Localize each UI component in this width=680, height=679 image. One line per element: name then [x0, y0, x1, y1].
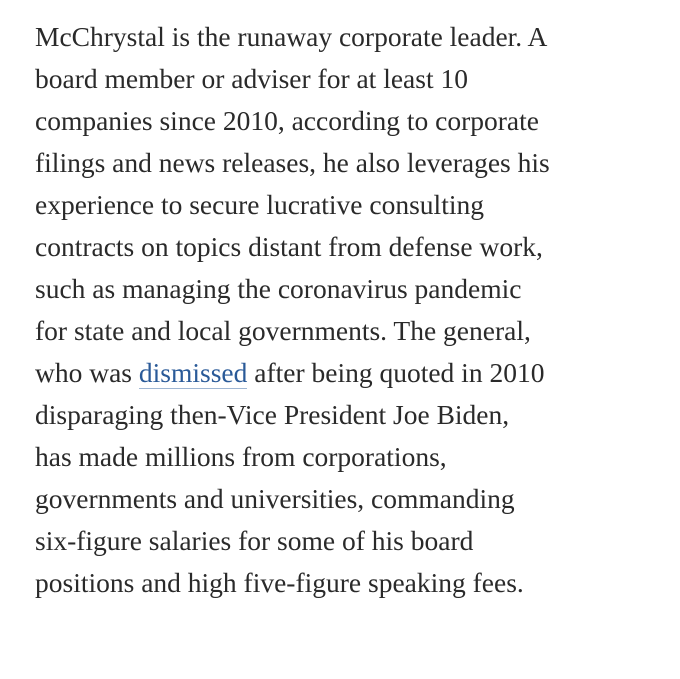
paragraph-line: has made millions from corporations, [35, 441, 447, 472]
line-text-before-link: who was [35, 357, 139, 388]
paragraph-line: companies since 2010, according to corporate [35, 105, 539, 136]
dismissed-link[interactable]: dismissed [138, 357, 248, 388]
paragraph-line: board member or adviser for at least 10 [35, 63, 468, 94]
paragraph-line: for state and local governments. The general, [35, 315, 531, 346]
paragraph-line: filings and news releases, he also leverages his [35, 147, 550, 178]
paragraph-line: positions and high five-figure speaking fees. [35, 567, 524, 598]
paragraph-line: contracts on topics distant from defense work, [35, 231, 543, 262]
paragraph-line: experience to secure lucrative consulting [35, 189, 484, 220]
paragraph-line: McChrystal is the runaway corporate leader. A [35, 21, 548, 52]
paragraph-line: governments and universities, commanding [35, 483, 515, 514]
article-paragraph [35, 16, 675, 604]
paragraph-line-with-link [35, 352, 675, 394]
paragraph-line: six-figure salaries for some of his board [35, 525, 474, 556]
paragraph-line: such as managing the coronavirus pandemic [35, 273, 522, 304]
paragraph-line: disparaging then-Vice President Joe Biden, [35, 399, 510, 430]
line-text-after-link: after being quoted in 2010 [247, 357, 545, 388]
